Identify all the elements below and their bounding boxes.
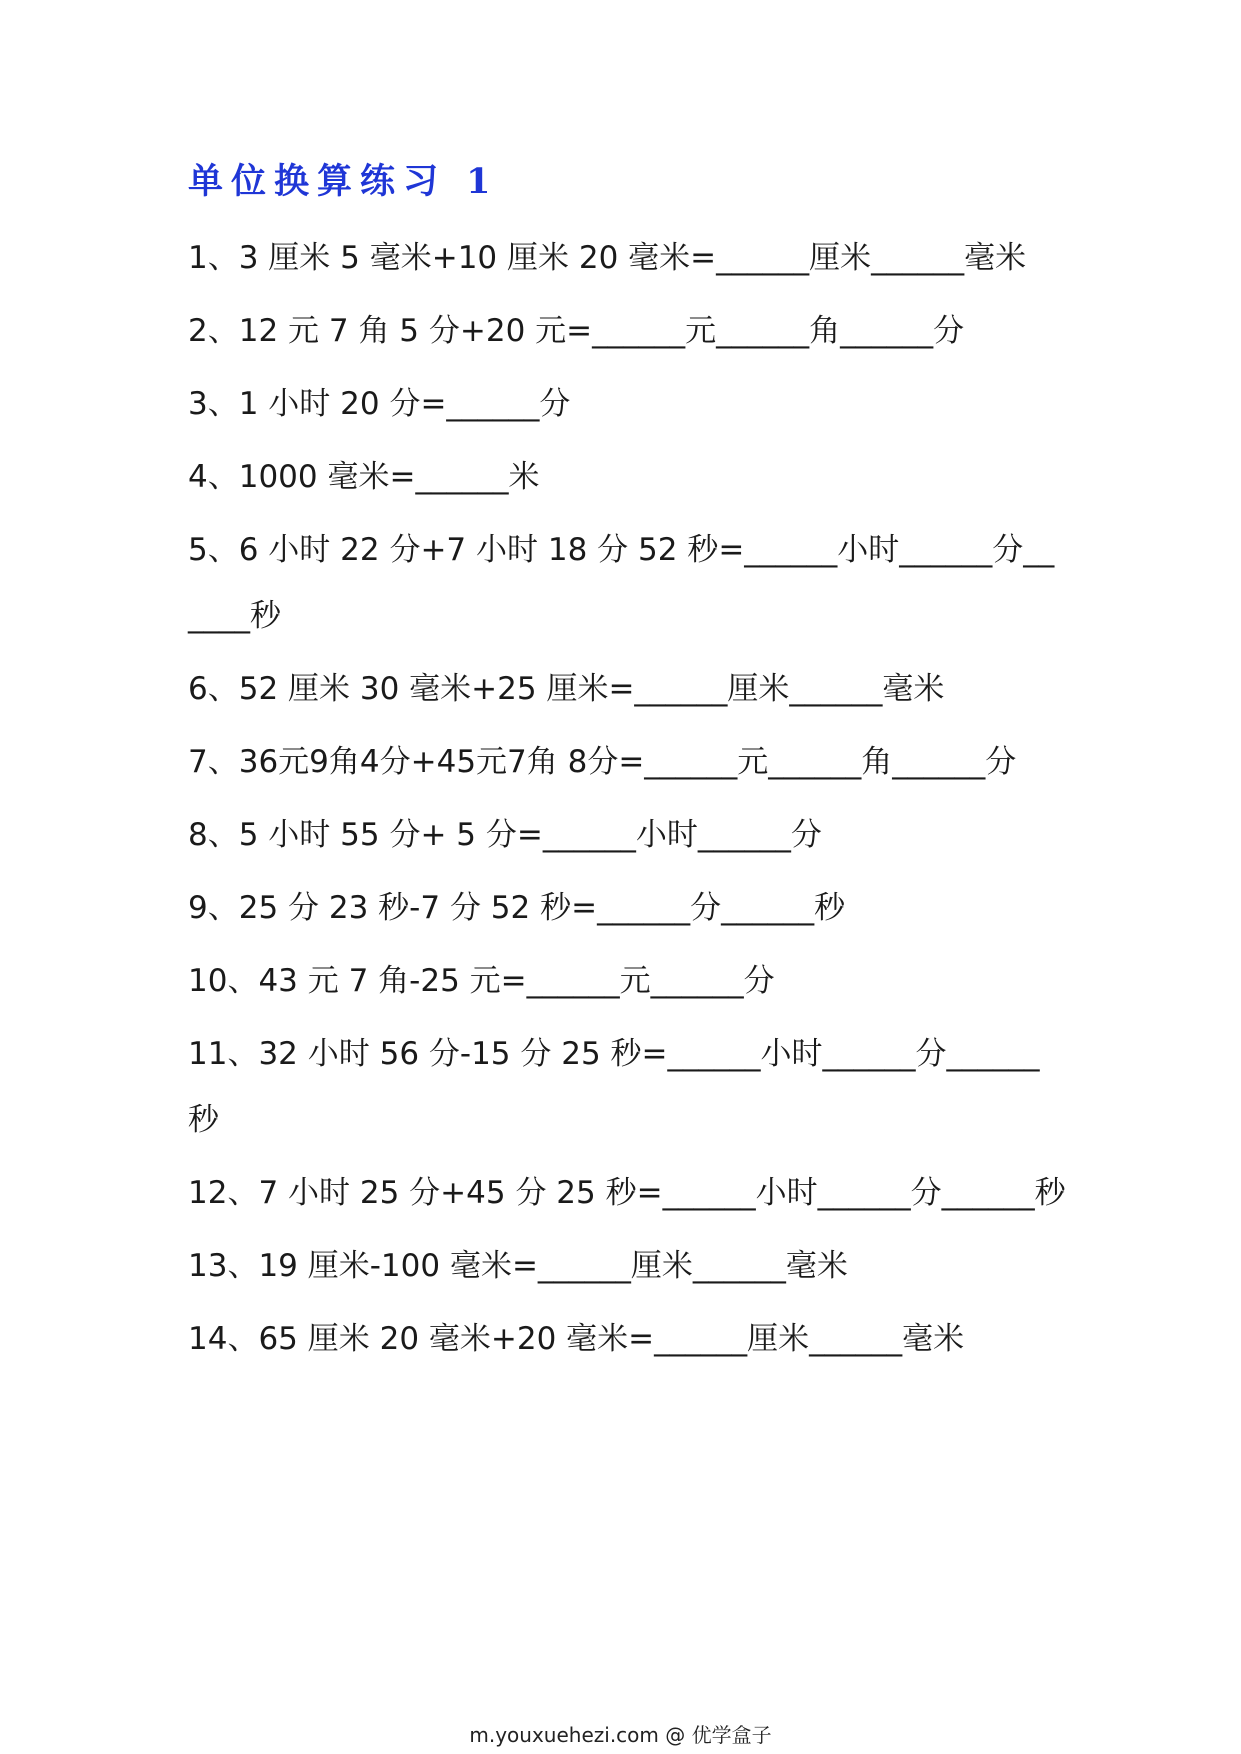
question-item: 5、6 小时 22 分+7 小时 18 分 52 秒=______小时______分______秒 — [188, 532, 1055, 634]
question-item: 12、7 小时 25 分+45 分 25 秒=______小时______分______秒 — [188, 1175, 1066, 1211]
question-item: 6、52 厘米 30 毫米+25 厘米=______厘米______毫米 — [188, 671, 945, 707]
question-item: 2、12 元 7 角 5 分+20 元=______元______角______分 — [188, 313, 965, 349]
question-item: 10、43 元 7 角-25 元=______元______分 — [188, 963, 775, 999]
question-item: 1、3 厘米 5 毫米+10 厘米 20 毫米=______厘米______毫米 — [188, 240, 1027, 276]
question-list — [188, 225, 1068, 1379]
question-item: 8、5 小时 55 分+ 5 分=______小时______分 — [188, 817, 822, 853]
question-item: 4、1000 毫米=______米 — [188, 459, 540, 495]
footer-watermark: m.youxuehezi.com @ 优学盒子 — [469, 1723, 772, 1747]
question-item: 3、1 小时 20 分=______分 — [188, 386, 571, 422]
question-item: 13、19 厘米-100 毫米=______厘米______毫米 — [188, 1248, 848, 1284]
question-item: 11、32 小时 56 分-15 分 25 秒=______小时______分______秒 — [188, 1036, 1040, 1138]
question-item: 7、36元9角4分+45元7角 8分=______元______角______分 — [188, 744, 1017, 780]
worksheet-title: 单位换算练习 1 — [188, 161, 499, 202]
question-item: 9、25 分 23 秒-7 分 52 秒=______分______秒 — [188, 890, 846, 926]
question-item: 14、65 厘米 20 毫米+20 毫米=______厘米______毫米 — [188, 1321, 965, 1357]
